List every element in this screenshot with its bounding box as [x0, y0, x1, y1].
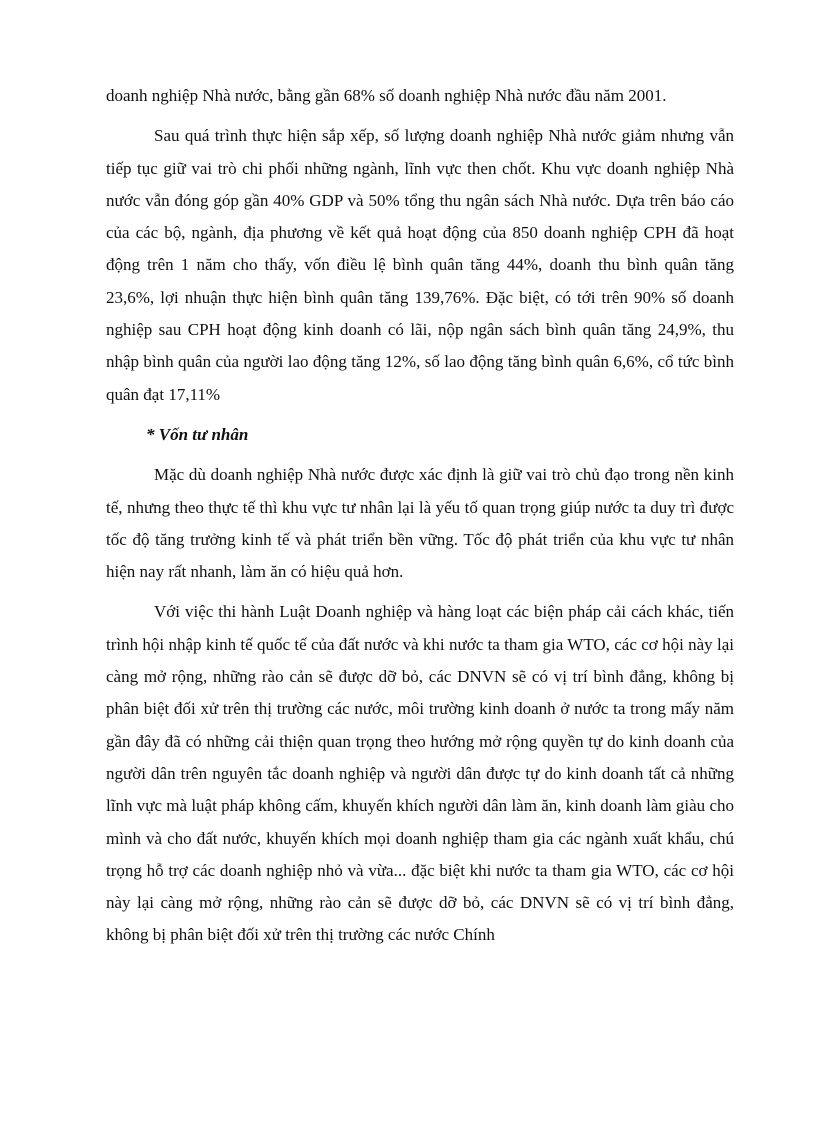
- paragraph-private-sector-role: Mặc dù doanh nghiệp Nhà nước được xác định là giữ vai trò chủ đạo trong nền kinh tế, nhưng theo thực tế thì khu vực tư nhân lại là yếu tố quan trọng giúp nước ta duy trì được tốc độ tăng trưởng kinh tế và phát triển bền vững. Tốc độ phát triển của khu vực tư nhân hiện nay rất nhanh, làm ăn có hiệu quả hơn.: [106, 465, 734, 582]
- section-heading-von-tu-nhan: * Vốn tư nhân: [146, 424, 249, 444]
- paragraph-enterprise-law: Với việc thi hành Luật Doanh nghiệp và hàng loạt các biện pháp cải cách khác, tiến trình hội nhập kinh tế quốc tế của đất nước và khi nước ta tham gia WTO, các cơ hội này lại càng mở rộng, những rào cản sẽ được dỡ bỏ, các DNVN sẽ có vị trí bình đẳng, không bị phân biệt đối xử trên thị trường các nước, môi trường kinh doanh ở nước ta trong mấy năm gần đây đã có những cải thiện quan trọng theo hướng mở rộng quyền tự do kinh doanh của người dân trên nguyên tắc doanh nghiệp và người dân được tự do kinh doanh tất cả những lĩnh vực mà luật pháp không cấm, khuyến khích người dân làm ăn, kinh doanh làm giàu cho mình và cho đất nước, khuyến khích mọi doanh nghiệp tham gia các ngành xuất khẩu, chú trọng hỗ trợ các doanh nghiệp nhỏ và vừa... đặc biệt khi nước ta tham gia WTO, các cơ hội này lại càng mở rộng, những rào cản sẽ được dỡ bỏ, các DNVN sẽ có vị trí bình đẳng, không bị phân biệt đối xử trên thị trường các nước Chính: [106, 602, 734, 945]
- paragraph-sap-xep-results: Sau quá trình thực hiện sắp xếp, số lượng doanh nghiệp Nhà nước giảm nhưng vẫn tiếp tục giữ vai trò chi phối những ngành, lĩnh vực then chốt. Khu vực doanh nghiệp Nhà nước vẫn đóng góp gần 40% GDP và 50% tổng thu ngân sách Nhà nước. Dựa trên báo cáo của các bộ, ngành, địa phương về kết quả hoạt động của 850 doanh nghiệp CPH đã hoạt động trên 1 năm cho thấy, vốn điều lệ bình quân tăng 44%, doanh thu bình quân tăng 23,6%, lợi nhuận thực hiện bình quân tăng 139,76%. Đặc biệt, có tới trên 90% số doanh nghiệp sau CPH hoạt động kinh doanh có lãi, nộp ngân sách bình quân tăng 24,9%, thu nhập bình quân của người lao động tăng 12%, số lao động tăng bình quân 6,6%, cổ tức bình quân đạt 17,11%: [106, 126, 734, 404]
- paragraph-continuation: doanh nghiệp Nhà nước, bằng gần 68% số doanh nghiệp Nhà nước đầu năm 2001.: [106, 86, 667, 105]
- document-body: [106, 80, 734, 960]
